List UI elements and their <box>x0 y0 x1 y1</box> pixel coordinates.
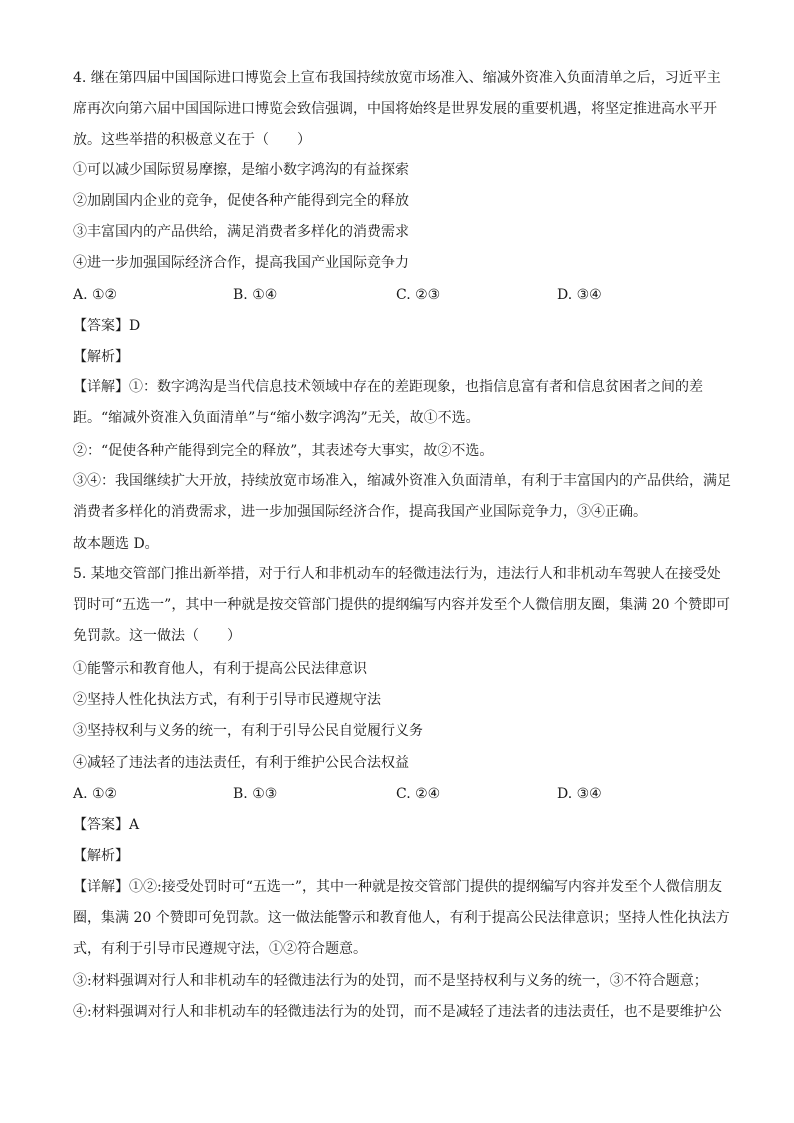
q5-choice-d: D. ③④ <box>557 786 602 802</box>
q5-detail-3: ④:材料强调对行人和非机动车的轻微违法行为的处罚，而不是减轻了违法者的违法责任，也不是要维护公 <box>73 1004 722 1020</box>
q5-option-1: ①能警示和教育他人，有利于提高公民法律意识 <box>73 661 367 677</box>
q4-choice-a: A. ①② <box>73 287 118 303</box>
q4-stem: 4. 继在第四届中国国际进口博览会上宣布我国持续放宽市场准入、缩减外资准入负面清单之后，习近平主席再次向第六届中国国际进口博览会致信强调，中国将始终是世界发展的重要机遇，将坚定推进高水平开放。这些举措的积极意义在于（ ） <box>73 70 721 148</box>
q5-choice-b: B. ①③ <box>233 786 278 802</box>
q4-detail-1: 【详解】①：数字鸿沟是当代信息技术领域中存在的差距现象，也指信息富有者和信息贫困者之间的差距。“缩减外资准入负面清单”与“缩小数字鸿沟”无关，故①不选。 <box>73 379 703 426</box>
q4-choice-d: D. ③④ <box>557 287 602 303</box>
q4-detail-3: ③④：我国继续扩大开放，持续放宽市场准入，缩减外资准入负面清单，有利于丰富国内的产品供给，满足消费者多样化的消费需求，进一步加强国际经济合作，提高我国产业国际竞争力，③④正确。 <box>73 473 731 520</box>
q4-analysis-heading: 【解析】 <box>73 349 129 365</box>
q5-answer: 【答案】A <box>73 817 140 833</box>
q5-option-3: ③坚持权利与义务的统一，有利于引导公民自觉履行义务 <box>73 723 423 739</box>
q4-conclusion: 故本题选 D。 <box>73 536 159 552</box>
q4-option-4: ④进一步加强国际经济合作，提高我国产业国际竞争力 <box>73 255 409 271</box>
q5-detail-2: ③:材料强调对行人和非机动车的轻微违法行为的处罚，而不是坚持权利与义务的统一，③不符合题意； <box>73 973 708 989</box>
q5-analysis-heading: 【解析】 <box>73 848 129 864</box>
q5-choice-a: A. ①② <box>73 786 118 802</box>
q4-choice-c: C. ②③ <box>396 287 441 303</box>
q4-option-1: ①可以减少国际贸易摩擦，是缩小数字鸿沟的有益探索 <box>73 162 409 178</box>
q5-stem: 5. 某地交管部门推出新举措，对于行人和非机动车的轻微违法行为，违法行人和非机动车驾驶人在接受处罚时可“五选一”，其中一种就是按交管部门提供的提纲编写内容并发至个人微信朋友圈，集满 20 个赞即可免罚款。这一做法（ ） <box>73 566 731 644</box>
q5-choice-c: C. ②④ <box>396 786 441 802</box>
q4-answer: 【答案】D <box>73 318 141 334</box>
q4-detail-2: ②：“促使各种产能得到完全的释放”，其表述夸大事实，故②不选。 <box>73 443 494 459</box>
q4-choice-b: B. ①④ <box>233 287 278 303</box>
q4-option-2: ②加剧国内企业的竞争，促使各种产能得到完全的释放 <box>73 193 409 209</box>
q5-option-2: ②坚持人性化执法方式，有利于引导市民遵规守法 <box>73 692 381 708</box>
q5-option-4: ④减轻了违法者的违法责任，有利于维护公民合法权益 <box>73 755 409 771</box>
q4-option-3: ③丰富国内的产品供给，满足消费者多样化的消费需求 <box>73 224 409 240</box>
q5-detail-1: 【详解】①②:接受处罚时可“五选一”，其中一种就是按交管部门提供的提纲编写内容并发至个人微信朋友圈，集满 20 个赞即可免罚款。这一做法能警示和教育他人，有利于提高公民法律意识；坚持人性化执法方式，有利于引导市民遵规守法，①②符合题意。 <box>73 879 730 957</box>
q5-choices <box>73 784 723 804</box>
q4-choices <box>73 285 723 305</box>
